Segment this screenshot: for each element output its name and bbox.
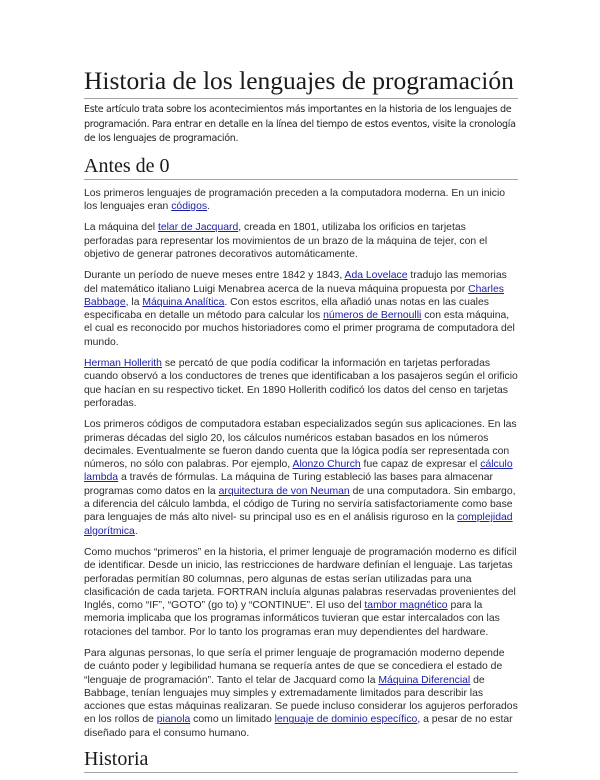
text: Los primeros lenguajes de programación preceden a la computadora moderna. En un inicio los lenguajes eran — [84, 187, 506, 213]
link-numeros-de-bernoulli[interactable]: números de Bernoulli — [323, 310, 422, 322]
paragraph-2 — [84, 221, 518, 261]
text: fue capaz de expresar el — [360, 459, 481, 471]
text: como un limitado — [190, 714, 275, 726]
text: Los primeros códigos de computadora estaban especializados según sus aplicaciones. En las primeras décadas del siglo 20, los cálculos numéricos estaban basados en los números decimales. Eventualmente se fueron dando cuenta que la lógica podía ser representada con números, no sólo con palabras. Por ejemplo, — [84, 419, 517, 471]
text: La máquina del — [84, 222, 158, 234]
text: , creada en 1801, utilizaba los orificios en tarjetas perforadas para representar los movimientos de un brazo de la máquina de tejer, con el objetivo de generar patrones decorativos automáticamente. — [84, 222, 488, 260]
text: . Con estos escritos, ella añadió unas notas en las cuales especificaba en detalle un método para calcular los — [84, 296, 489, 322]
text: . — [207, 201, 210, 213]
link-calculo-lambda[interactable]: cálculo lambda — [84, 459, 513, 484]
link-ada-lovelace[interactable]: Ada Lovelace — [344, 270, 408, 282]
section-heading-antes: Antes de 0 — [84, 155, 518, 180]
paragraph-7 — [84, 647, 518, 740]
text: Para algunas personas, lo que sería el primer lenguaje de programación moderno depende de cuánto poder y legibilidad humana se requería antes de que se concediera el estado de “lenguaje de programación”. Tanto el telar de Jacquard como la — [84, 647, 505, 686]
link-alonzo-church[interactable]: Alonzo Church — [292, 459, 361, 471]
link-charles-babbage[interactable]: Charles Babbage — [84, 283, 504, 308]
link-codigos[interactable]: códigos — [171, 201, 208, 213]
text: de Babbage, tenían lenguajes muy simples y extremadamente limitados para describir las acciones que estas máquinas realizaran. Se puede incluso considerar los agujeros perforados en los rollos de — [84, 674, 518, 726]
text: , la — [125, 296, 143, 308]
text: tradujo las memorias del matemático italiano Luigi Menabrea acerca de la nueva máquina propuesta por — [84, 270, 507, 295]
text: a través de fórmulas. La máquina de Turing estableció las bases para almacenar programas como datos en la — [84, 472, 493, 497]
text: Durante un período de nueve meses entre 1842 y 1843, — [84, 270, 345, 282]
text: Como muchos “primeros” en la historia, el primer lenguaje de programación moderno es difícil de identificar. Desde un inicio, las restricciones de hardware definían el lenguaje. Las tarjetas perforadas permitían 80 columnas, pero algunas de estas serían utilizadas para una clasificación de cada tarjeta. FORTRAN incluía algunas palabras reservadas provenientes del Inglés, como “IF”, “GOTO” (go to) y “CONTINUE”. El uso del — [84, 546, 517, 612]
text: con esta máquina, el cual es reconocido por muchos historiadores como el primer programa de computadora del mundo. — [84, 310, 515, 348]
link-lenguaje-dominio-especifico[interactable]: lenguaje de dominio específico — [274, 714, 418, 726]
paragraph-4 — [84, 357, 518, 410]
section-heading-historia: Historia — [84, 748, 518, 773]
paragraph-3 — [84, 269, 518, 349]
text: se percató de que podía codificar la información en tarjetas perforadas cuando observó a los conductores de trenes que identificaban a los pasajeros según el orificio que hacían en su respectivo ticket. En 1890 Hollerith codificó los datos del censo en tarjetas perforadas. — [84, 358, 518, 409]
page-title: Historia de los lenguajes de programación — [84, 66, 518, 99]
link-maquina-diferencial[interactable]: Máquina Diferencial — [378, 674, 471, 686]
link-tambor-magnetico[interactable]: tambor magnético — [364, 600, 448, 612]
paragraph-1 — [84, 187, 518, 214]
link-complejidad-algoritmica[interactable]: complejidad algorítmica — [84, 512, 513, 537]
text: . — [134, 525, 138, 537]
text: , a pesar de no estar diseñado para el consumo humano. — [84, 714, 513, 739]
text: para la memoria implicaba que los programas informáticos tuvieran que estar intercalados con las rotaciones del tambor. Por lo tanto los programas eran muy dependientes del hardware. — [84, 600, 500, 638]
link-pianola[interactable]: pianola — [156, 714, 191, 726]
link-arquitectura-von-neuman[interactable]: arquitectura de von Neuman — [218, 485, 350, 497]
paragraph-6 — [84, 546, 518, 639]
link-telar-de-jacquard[interactable]: telar de Jacquard — [157, 222, 239, 234]
paragraph-5 — [84, 418, 518, 538]
text: de una computadora. Sin embargo, a diferencia del cálculo lambda, el código de Turing no serviría satisfactoriamente como base para lenguajes de más alto nivel- su principal uso es en el análisis riguroso en la — [84, 485, 516, 524]
link-maquina-analitica[interactable]: Máquina Analítica — [142, 296, 225, 308]
article-content — [84, 66, 518, 780]
intro-paragraph: Este artículo trata sobre los acontecimientos más importantes en la historia de los lenguajes de programación. Para entrar en detalle en la línea del tiempo de estos eventos, visite la cronología de los lenguajes de programación. — [84, 104, 516, 145]
link-herman-hollerith[interactable]: Herman Hollerith — [84, 358, 162, 370]
